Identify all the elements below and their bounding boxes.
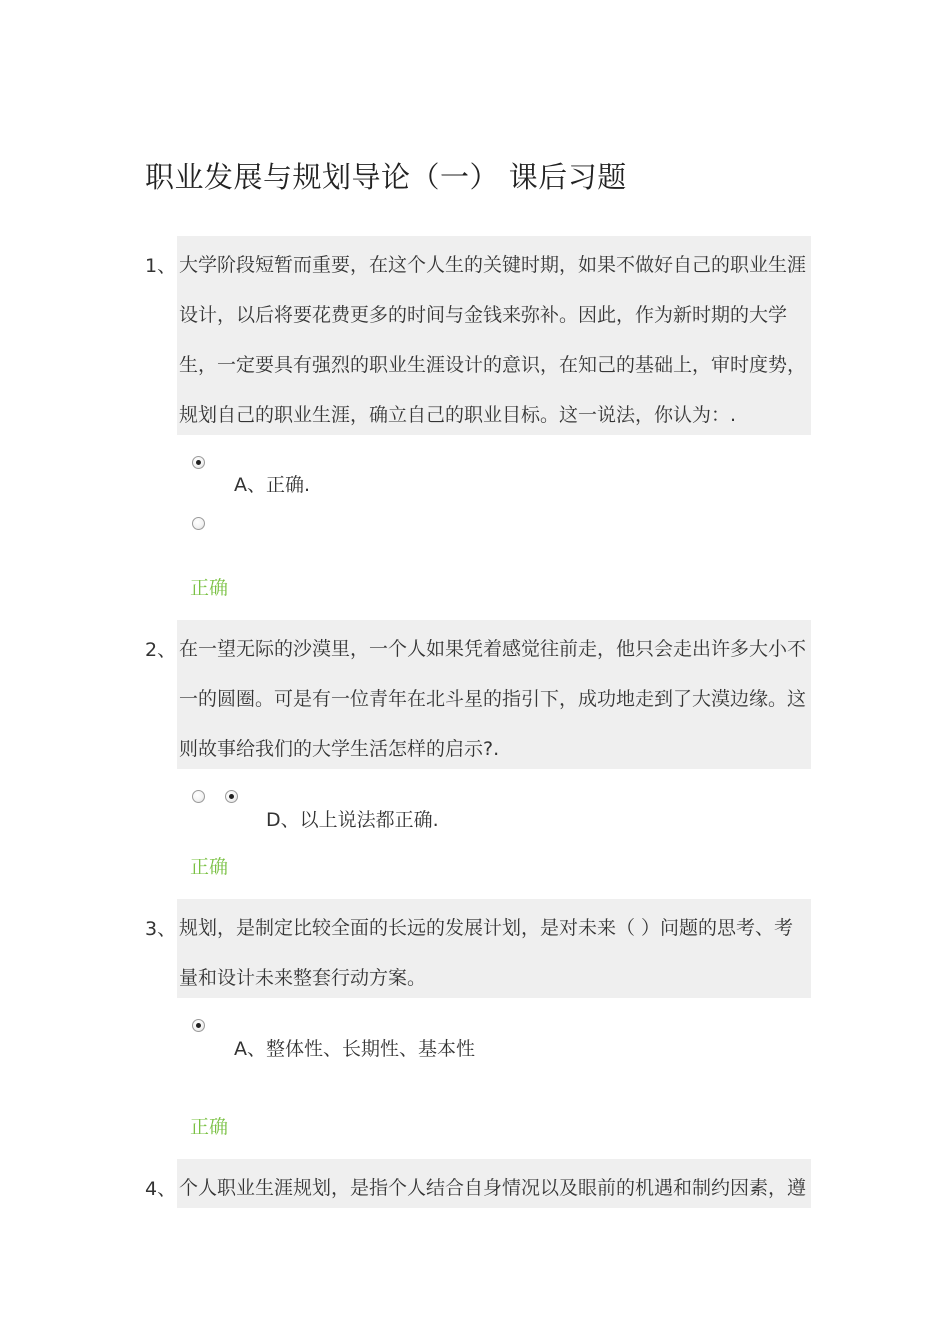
answer-status: 正确: [190, 856, 229, 878]
question-text-line: 量和设计未来整套行动方案。: [179, 967, 427, 989]
question-text-line: 个人职业生涯规划，是指个人结合自身情况以及眼前的机遇和制约因素，遵: [179, 1177, 807, 1199]
question-text-line: 在一望无际的沙漠里，一个人如果凭着感觉往前走，他只会走出许多大小不: [179, 638, 807, 660]
question-text-line: 设计，以后将要花费更多的时间与金钱来弥补。因此，作为新时期的大学: [179, 304, 788, 326]
question-text-line: 一的圆圈。可是有一位青年在北斗星的指引下，成功地走到了大漠边缘。这: [179, 688, 807, 710]
question-text-line: 规划自己的职业生涯，确立自己的职业目标。这一说法，你认为：.: [179, 404, 737, 426]
question-text-box: [177, 620, 811, 769]
radio-option-a-selected[interactable]: [192, 1019, 205, 1032]
selected-option-text: D、以上说法都正确.: [266, 809, 439, 831]
question-number: 4、: [145, 1178, 177, 1200]
question-number: 1、: [145, 255, 177, 277]
radio-option-b[interactable]: [192, 517, 205, 530]
radio-option-a-selected[interactable]: [192, 456, 205, 469]
answer-status: 正确: [190, 577, 229, 599]
question-text-box: [177, 899, 811, 998]
question-number: 3、: [145, 918, 177, 940]
question-text-line: 规划，是制定比较全面的长远的发展计划，是对未来（ ）问题的思考、考: [179, 917, 794, 939]
question-text-box: [177, 236, 811, 435]
question-number: 2、: [145, 639, 177, 661]
page-title: 职业发展与规划导论（一） 课后习题: [145, 160, 627, 194]
radio-option-unselected[interactable]: [192, 790, 205, 803]
selected-option-text: A、整体性、长期性、基本性: [234, 1038, 475, 1060]
radio-option-d-selected[interactable]: [225, 790, 238, 803]
question-text-line: 则故事给我们的大学生活怎样的启示?.: [179, 738, 500, 760]
question-text-line: 大学阶段短暂而重要，在这个人生的关键时期，如果不做好自己的职业生涯: [179, 254, 807, 276]
answer-status: 正确: [190, 1116, 229, 1138]
question-text-box: [177, 1159, 811, 1208]
selected-option-text: A、正确.: [234, 474, 311, 496]
question-text-line: 生，一定要具有强烈的职业生涯设计的意识，在知己的基础上，审时度势，: [179, 354, 807, 376]
